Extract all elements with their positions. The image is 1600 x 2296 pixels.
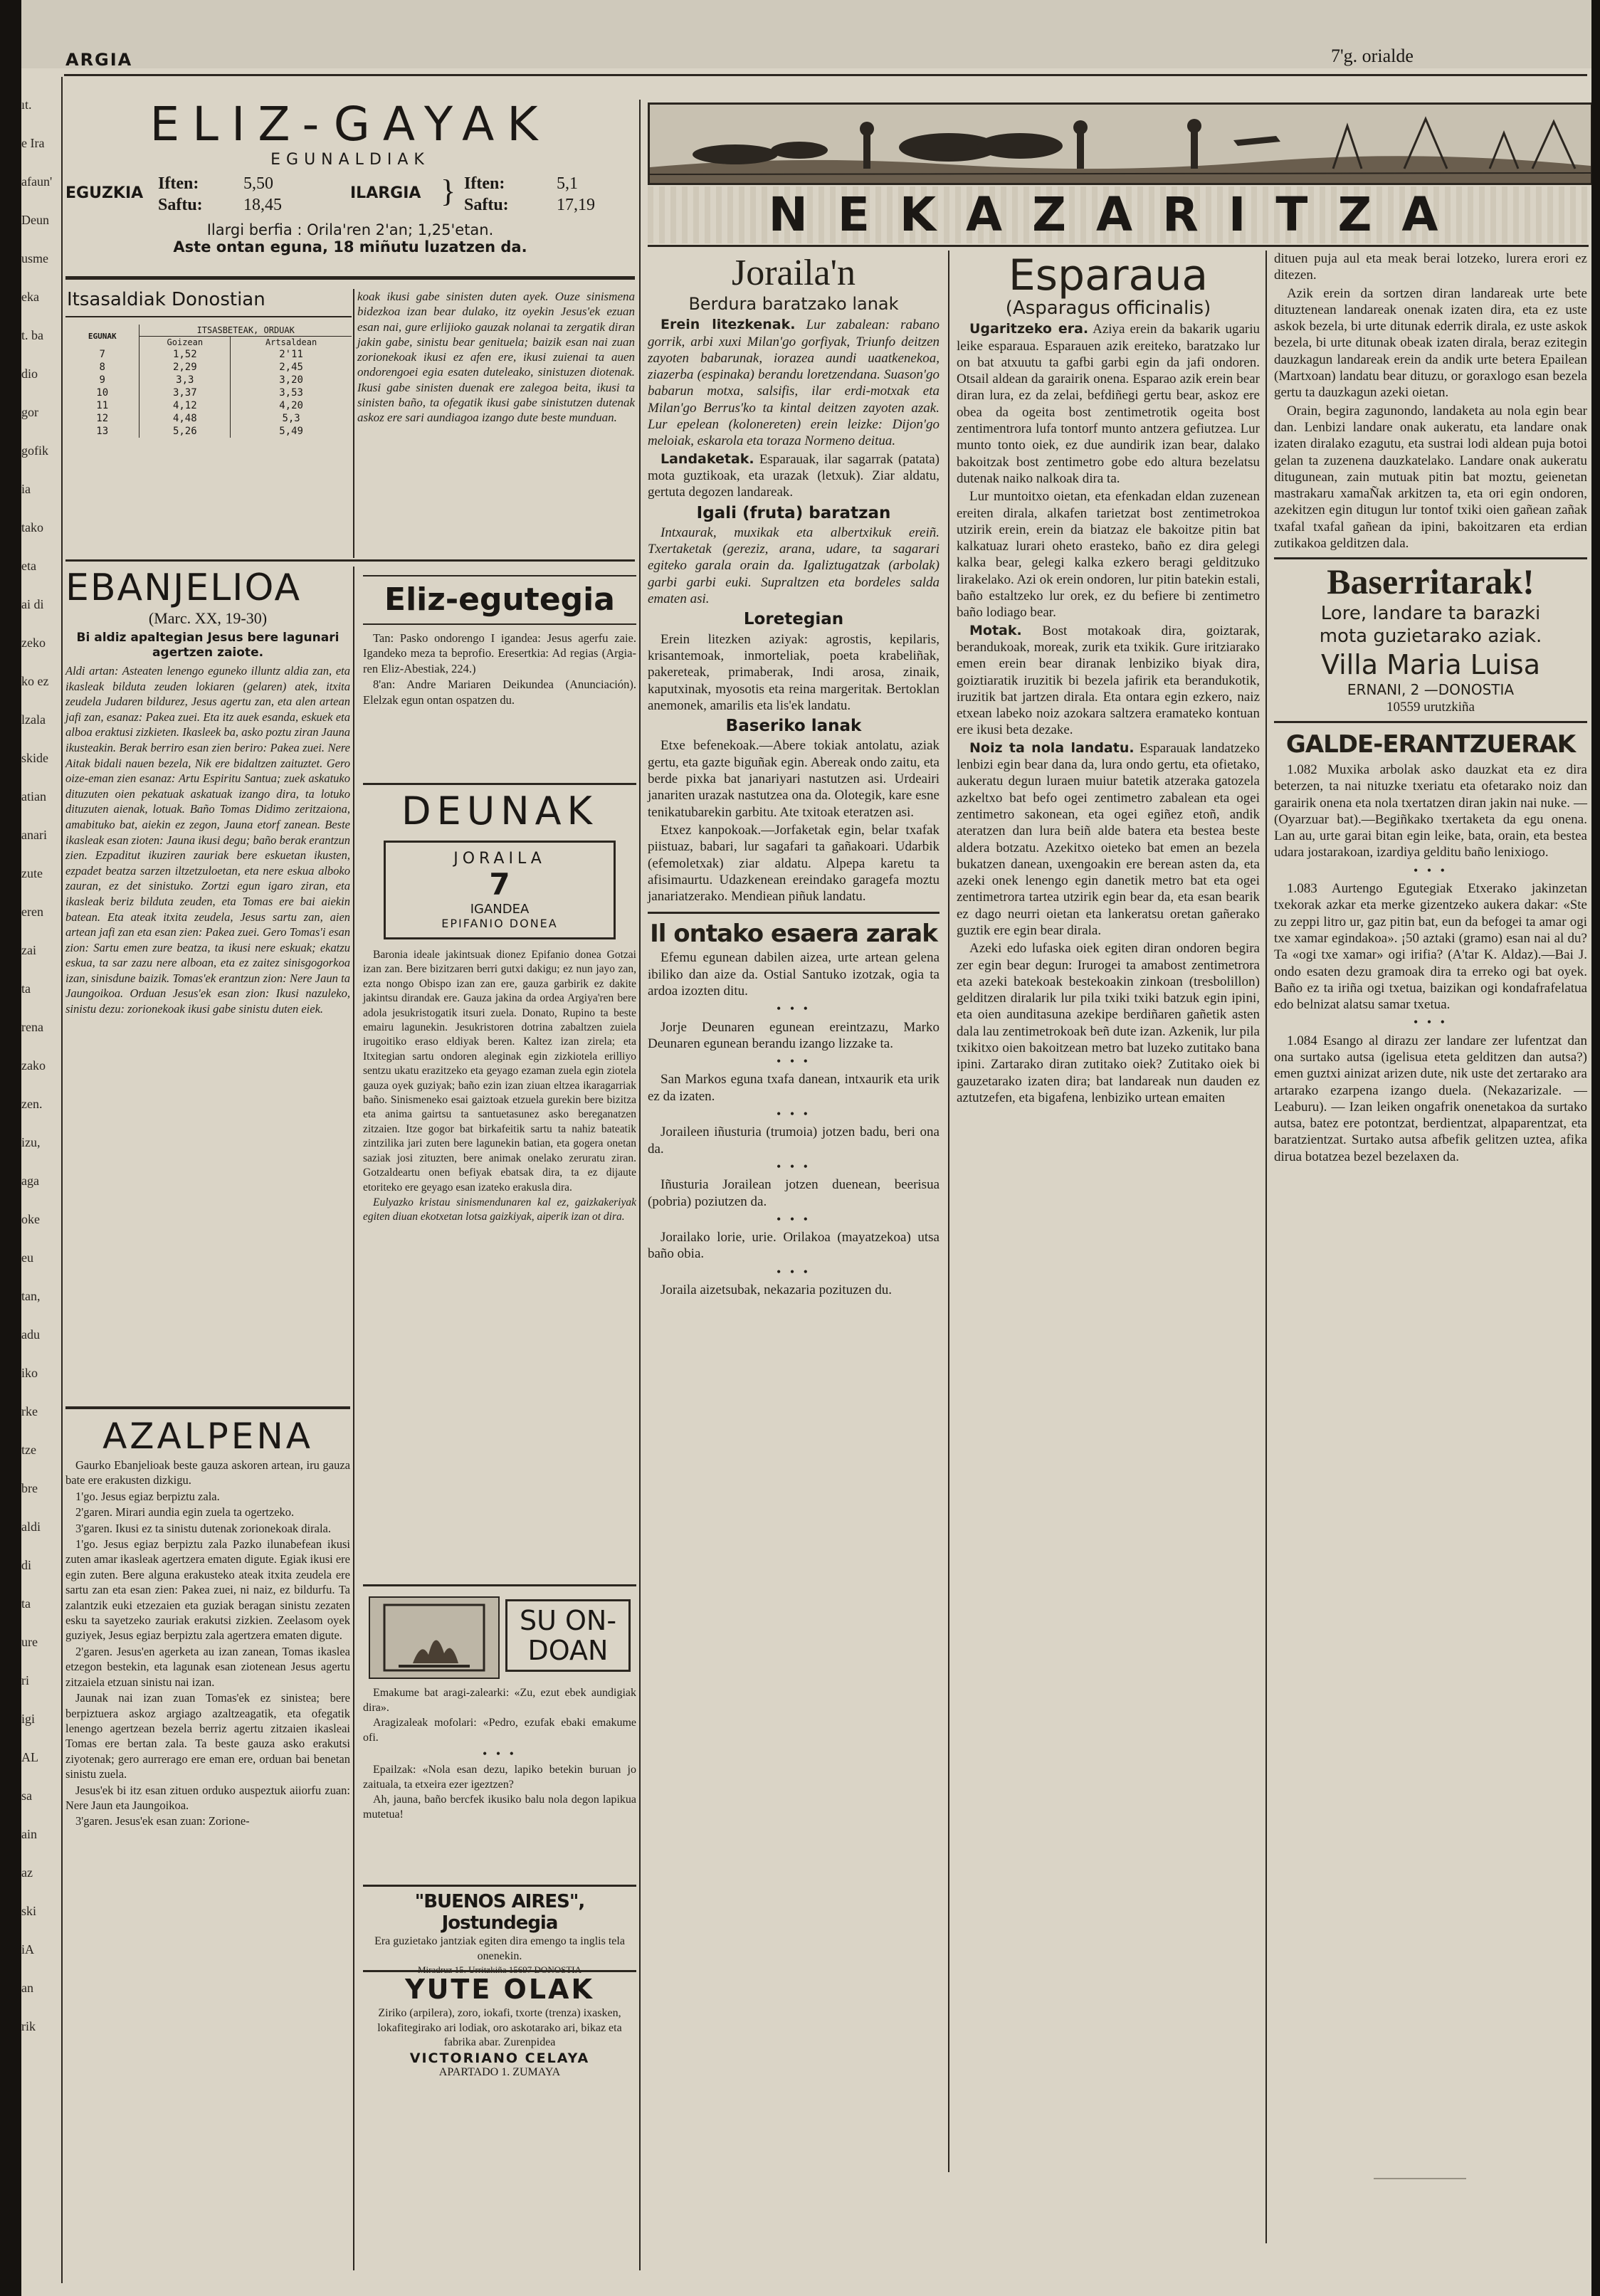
ebanjelioa-title: EBANJELIOA <box>65 567 302 609</box>
su-ondoan-title-line-2: DOAN <box>527 1635 609 1666</box>
eguzkia-saftu-label: Saftu: <box>158 196 203 214</box>
left-edge-fragment: Deun <box>21 213 49 227</box>
jorailan-heading-5: Baseriko lanak <box>725 717 862 736</box>
left-edge-fragment: izu, <box>21 1135 41 1149</box>
left-edge-fragments <box>21 85 58 2277</box>
jorailan-column: Joraila'n Berdura baratzako lanak Erein litezkenak. Lur zabalean: rabano gorrik, arbi xuxi Milan'go gorfiyak, Triunfo deitzen zayoten babarunak, iorazea aundi uaatkenekoa, ziazerba (espinaka) berandu loretzendana. Suason'go babarun motxa, salsifis, ilar erdi-motxak eta Milan'go Berrus'ko ta kintal deitzen zayoten azak. Lur epelean (kolonereten) erein leizke: Dijon'go meloiak, eskarola eta toraza Normeno deitua. Landaketak. Esparauak, ilar sagarrak (patata) mota guztikoak, eta urazak (letxuk). Ziar aldatu, gertuta degozen landareak. Igali (fruta) baratzan Intxaurak, muxikak eta albertxikuk ereiñ. Txertaketak (gereziz, arana, udare, ta sagarari egiteko garala orain da. Igaliztugatzak (arbolak) garbi garbi euki. Supraltzen eta bordeles salda ematen asi. Loretegian Erein litezken aziyak: agrostis, kepilaris, krisantemoak, inmorteliak, poeta krabeliñak, pakereteak, primaberak, Indi arosa, zinaik, kaputxinak, myosotis eta reina margeritak. Bertoklan anemonek, amarilis eta lis'ek landatu. Baseriko lanak Etxe befenekoak.—Abere tokiak antolatu, aziak gertu, eta gazte biguñak egin. Abereak ondo zaitu, eta berde pixka bat janariyari nastutzen asi. Urdeairi janariten urazak nastutzea ona da. Olotegik, kare esne tenikatubarekin garbitu. Ate txitoak eteratzen asi. Etxez kanpokoak.—Jorfaketak egin, belar txafak piistuaz, babari, lur sagafari ta gañakoari. Udarbik (efemoletxak) ziar aldatu. Alpepa karetu ta afisimaurtu. Udazkenean ereindako garagefa moztu janariatzerako. Mendiean piñuk landatu. Il ontako esaera zarak Efemu egunean dabilen aizea, urte artean gelena ibiliko dan aize da. Ostial Santuko izotzak, ogia ta ardoa izozten ditu. • • • Jorje Deunaren egunean ereintzazu, Marko Deunaren egunean berandu izango lizzake ta. • • • San Markos eguna txafa danean, intxaurik eta urik ez da izaten. • • • Joraileen iñusturia (trumoia) jotzen badu, beri ona da. • • • Iñusturia Jorailean jotzen duenean, beerisua (pobria) poziutzen da. • • • Jorailako lorie, urie. Orilakoa (mayatzekoa) utsa baño obia. • • • Joraila aizetsubak, nekazaria pozituzen du. <box>648 251 940 1300</box>
tides-col-group: ITSASBETEAK, ORDUAK <box>140 325 352 337</box>
tides-col-days: EGUNAK <box>65 325 140 348</box>
jorailan-text-7: Efemu egunean dabilen aizea, urte artean gelena ibiliko dan aize da. Ostial Santuko izotzak, ogia ta ardoa izozten ditu. <box>648 950 940 999</box>
left-edge-fragment: lzala <box>21 712 46 727</box>
left-edge-fragment: rena <box>21 1020 43 1034</box>
left-edge-fragment: ai di <box>21 597 44 611</box>
newspaper-page <box>21 0 1591 2296</box>
tide-row <box>65 399 352 412</box>
baserritarak-line-2: mota guzietarako aziak. <box>1319 626 1542 648</box>
tide-row <box>65 348 352 361</box>
jorailan-subtitle: Berdura baratzako lanak <box>688 294 899 314</box>
jorailan-text-5: Etxe befenekoak.—Abere tokiak antolatu, aziak gertu, eta gazte biguñak egin. Abereak ondo zaitu, eta berde pixka bat janariyari nastutzen asi. Urdeairi janariten urazak nastutzea ona da. Olotegik, kare esne tenikatubarekin garbitu. Ate txitoak eteratzen asi. <box>648 738 940 820</box>
nekazaritza-banner-image <box>648 102 1591 185</box>
azalpena-paragraph: 3'garen. Ikusi ez ta sinistu dutenak zorionekoak dirala. <box>75 1521 331 1535</box>
jorailan-heading-4: Loretegian <box>743 610 844 629</box>
deunak-date-box <box>384 841 616 939</box>
buenos-aires-title: "BUENOS AIRES", Jostundegia <box>414 1891 585 1934</box>
yute-olak-title: YUTE OLAK <box>405 1974 594 2005</box>
left-edge-fragment: eren <box>21 905 43 919</box>
eliz-gayak-title: ELIZ-GAYAK <box>149 97 551 152</box>
tide-morning: 3,37 <box>140 386 231 399</box>
left-edge-fragment: ain <box>21 1827 37 1841</box>
header-page-number: 7'g. orialde <box>1331 46 1414 66</box>
farming-illustration <box>650 105 1591 183</box>
tide-day: 7 <box>65 348 140 361</box>
left-edge-fragment: igi <box>21 1712 36 1726</box>
left-edge-fragment: tze <box>21 1443 36 1457</box>
ebanjelioa-block <box>65 567 350 1017</box>
left-edge-fragment: az <box>21 1865 33 1880</box>
tide-evening: 3,20 <box>279 374 303 386</box>
left-edge-fragment: ta <box>21 981 31 996</box>
tide-evening: 3,53 <box>279 387 303 399</box>
col1a-col2-divider <box>353 567 354 2270</box>
yute-olak-name: VICTORIANO CELAYA <box>409 2050 590 2066</box>
tide-evening: 4,20 <box>279 400 303 411</box>
deunak-block <box>363 783 636 1226</box>
su-ondoan-line-3: Epailzak: «Nola esan dezu, lapiko betekin buruan jo zaituala, ta etxeira ezer igeztzen? <box>363 1763 636 1791</box>
tide-morning: 1,52 <box>140 348 231 361</box>
jorailan-text-10: Joraileen iñusturia (trumoia) jotzen badu, beri ona da. <box>648 1125 940 1157</box>
villa-phone: 10559 urutzkiña <box>1386 699 1475 715</box>
left-edge-fragment: zeko <box>21 636 46 650</box>
col1-col2-divider <box>639 100 641 2270</box>
left-edge-fragment: rik <box>21 2019 36 2033</box>
sun-moon-table <box>65 172 635 217</box>
jorailan-heading-2: Landaketak. <box>660 451 754 467</box>
azalpena-paragraph: 1'go. Jesus egiaz berpiztu zala Pazko ilunabefean ikusi zuten amar ikasleak agertzera ematen digute. Egiak ikusi ere egin zuten. Bere alguna erakusteko ateak itxita zeudela ere sartu zan eta esan zien: Pakea zuei, ni naiz, ez bildurfu. Ta zalantzik euki etzezaien eta guziak beragan sinistu zezaten esku ta sayetzeko zauriak erakutsi zizkien. Zeelasom oyek guziyek, Jesus egiaz berpiztu zala agertzera ematen digute. <box>65 1537 350 1643</box>
eliz-gayak-rule <box>65 276 635 280</box>
tide-day: 11 <box>65 399 140 412</box>
left-edge-fragment: gor <box>21 405 38 419</box>
azalpena-block <box>65 1415 350 1830</box>
yute-olak-text: Ziriko (arpilera), zoro, iokafi, txorte (trenza) ixasken, lokafitegirako ari lodiak, oro askotarako ari, bikaz eta fabrika abar. Zurenpidea <box>377 2007 622 2049</box>
eliz-gayak-subtitle: EGUNALDIAK <box>270 151 430 169</box>
jorailan-text-2: Esparauak, ilar sagarrak (patata) mota guztikoak, eta urazak (letxuk). Ziar aldatu, gertuta degozen landareak. <box>648 451 940 500</box>
azalpena-paragraph: Jesus'ek bi itz esan zituen orduko auspeztuk aiiorfu zuan: Nere Jaun eta Jaungoikoa. <box>65 1783 350 1812</box>
col2-intro-paragraph: koak ikusi gabe sinisten duten ayek. Ouze sinismena bidezkoa izan bear dulako, itz oyekin Jesus'ek ezuan esan nai, gure erlijioko gauzak nolanai ta zergatik diran jakin gabe, sinistu bear genituela; baizik esan nai zuan zorionekoak ikusi ez afen ere, ikusi zuienai ta auen ondorengoei egia esaten duteleako, sinistuzen diotenak. Ikusi gabe sinisten duenak ere zalegoa beita, ikusi ta sinisten baño, ta ofegatik ikusi gabe sinistutzen dutenak askoz ere sari aundiagoa izango dute beste munduan. <box>357 290 635 425</box>
esparaua-heading-3: Motak. <box>969 622 1022 638</box>
tide-morning: 2,29 <box>140 361 231 374</box>
col2-intro-text <box>357 289 635 426</box>
left-edge-fragment: anari <box>21 828 47 842</box>
jorailan-text-6: Etxez kanpokoak.—Jorfaketak egin, belar txafak piistuaz, babari, lur sagafari ta gañakoari. Udarbik (efemoletxak) ziar aldatu. Alpepa karetu ta afisimaurtu. Udazkenean ereindako garagefa moztu janariatzerako. Mendiean piñuk landatu. <box>648 822 940 905</box>
tide-day: 12 <box>65 412 140 425</box>
col5-text-2: Orain, begira zagunondo, landaketa au nola egin bear dan. Lenbizi landare onak aukeratu, eta landare onak izaten diralako ezagutu, eta sustrai lodi aldean puja botoi gelan ta zuzenena dauzkatelako. Landare onak aukeratu ditugunean, zain mutuak pitin bat moztu, geienetan mastrakaru xamaÑak arkitzen ta, eta ori egin ondoren, azekitzen egin ditugun lur tontof txiki oien gañean zañak txafal txafal gañean da ipini, bakoitzaren eta erdian zutikakoa gelditzen dala. <box>1274 403 1587 552</box>
tide-day: 9 <box>65 374 140 386</box>
su-ondoan-title <box>505 1599 631 1672</box>
tide-day: 8 <box>65 361 140 374</box>
left-edge-fragment: afaun' <box>21 174 53 189</box>
ilargia-iften-value: 5,1 <box>557 174 578 193</box>
left-edge-fragment: dio <box>21 367 38 381</box>
jorailan-text-3: Intxaurak, muxikak eta albertxikuk ereiñ. Txertaketak (gereziz, arana, udare, ta sagarari egiteko garala orain da. Igaliztugatzak (arbolak) garbi garbi euki. Supraltzen eta bordeles salda ematen asi. <box>648 525 940 607</box>
day-length-line: Aste ontan eguna, 18 miñutu luzatzen da. <box>173 238 527 256</box>
jorailan-text-8: Jorje Deunaren egunean ereintzazu, Marko Deunaren egunean berandu izango lizzake ta. <box>648 1019 940 1051</box>
esparaua-text-4: Esparauak landatzeko lenbizi egin bear dana da, lura ondo gertu, eta ofietako, aukeratu degun luraen muiur batetik atzeraka gatozela azkeltxo bat befo ogei zentimetro zabalean eta ogei zentimetro sakonean, eta ogei egiñez etoñ, andik ateratzen dan lura beiñ alde batera eta bestea beste aldera botzatu. Azekitxo oieteko bat emen an bezela bukatzen danean, uxengoakin ere berean asten da, eta azeki onek lenengo egin danetik metro bat eta ogei zentimetrora tartea utzirik egin bear da, eta esan bearik ez dago neurri oietan eta lankeratsu oretan gañerako guztik ere egin bear dirala. <box>957 740 1260 938</box>
tide-evening: 2'11 <box>279 349 303 360</box>
header-rule <box>64 74 1587 76</box>
left-edge-fragment: usme <box>21 251 48 265</box>
ilargia-brace: } <box>441 174 456 209</box>
baserritarak-line-1: Lore, landare ta barazki <box>1320 603 1541 625</box>
ilargia-saftu-value: 17,19 <box>557 196 595 214</box>
deunak-title: DEUNAK <box>363 783 636 833</box>
tide-row <box>65 412 352 425</box>
azalpena-paragraph: Gaurko Ebanjelioak beste gauza askoren artean, iru gauza bate ere erakusten dizkigu. <box>65 1458 350 1487</box>
eliz-egutegia-block <box>363 575 636 708</box>
eliz-egutegia-text <box>363 631 636 707</box>
eliz-egutegia-line-1: Tan: Pasko ondorengo I igandea: Jesus agerfu zaie. Igandeko meza ta beprofio. Eresertkia: Ad regias (Argia-ren Eliz-Abestiak, 224.) <box>363 631 636 675</box>
eguzkia-label: EGUZKIA <box>65 184 144 202</box>
azalpena-paragraph: 3'garen. Jesus'ek esan zuan: Zorione- <box>75 1814 250 1828</box>
tide-morning: 3,3 <box>140 374 231 386</box>
left-edge-fragment: aldi <box>21 1520 41 1534</box>
deunak-weekday: IGANDEA <box>470 902 530 917</box>
deunak-text <box>363 948 636 1225</box>
jorailan-heading-1: Erein litezkenak. <box>660 317 796 333</box>
left-edge-fragment: ko ez <box>21 674 49 688</box>
left-edge-fragment: tan, <box>21 1289 41 1303</box>
su-ondoan-line-1: Emakume bat aragi-zalearki: «Zu, ezut ebek aundigiak dira». <box>363 1687 636 1714</box>
deunak-paragraph: Baronia ideale jakintsuak dionez Epifanio donea Gotzai izan zan. Bere bizitzaren berri gutxi dakigu; ez nun jayo zan, ezta nongo Obispo izan zan ere, gauza garbirik ez dakite jakintsu dirandak ere. Gauza jakina da ordea Argiya'ren bere adola jesukristogatik itsuri zuela. Donato, Rupino ta beste emairu lagunekin. Jesukristoren dotrina zabaltzen zuiela irugoitiko eraso eldiyak beren. Kaltez izan zirela; eta Itxitegian sartu ondoren aleginak egin zizkiotela erilliyo sentzu ukatu erazitzeko eta geyago ezaman zuela egin ziotela gauza oyek guziyak; baño ezin izan ziuan eltzea ikaragarriak baño. Sinismeneko esai gaiztoak etzuela gurekin bere bizitza eta anima gairtsu ta santuetasunez asko bereganatzen zitzaien. Itze gogor bat birkafeitik sartu ta nahiz bateatik zintzilika jari zuten bere lagunekin batian, eta gogera onetan saziak josi zituzten, bere animak onelako zeruratu ziran. Gotzaldeartu onen befiyak ebatsak dira, ta ez dijaute etoriteko ere geyago esan izateko erakusla dira. <box>363 949 636 1194</box>
left-edge-fragment: AL <box>21 1750 38 1764</box>
galde-question-2: 1.083 Aurtengo Egutegiak Etxerako jakinzetan txekorak azkar eta merke gizentzeko aukera dakar: «Ste zu zeppi litro ur, gaz pitin bat, eun da befogei ta amar ogi txe xamar egindakoa». ¡50 aztaki (gramo) esan nai al du? Ta «ogi txe xamar» ogi irifia? (A'tar K. Aldaz).—Bai J. ondo esaten dezu gramoak dira ta erreko ogi bat oyek. Baño ez ta iriña ogi txetua, baizikan ogi kondafrafelatua edo belnizat alatsu samar txetua. <box>1274 881 1587 1013</box>
tides-bottom-rule <box>65 559 635 562</box>
villa-address: ERNANI, 2 —DONOSTIA <box>1347 681 1515 699</box>
jorailan-text-4: Erein litezken aziyak: agrostis, kepilaris, krisantemoak, inmorteliak, poeta krabeliñak, pakereteak, primaberak, Indi arosa, zinaik, kaputxinak, myosotis eta reina margeritak. Bertoklan anemonek, amarilis eta lis'ek landatu. <box>648 631 940 713</box>
ilargia-iften-label: Iften: <box>464 174 505 193</box>
esparaua-column <box>957 251 1260 1107</box>
tide-morning: 4,48 <box>140 412 231 425</box>
azalpena-paragraph: 1'go. Jesus egiaz berpiztu zala. <box>75 1489 220 1503</box>
nekazaritza-title: NEKAZARITZA <box>648 186 1589 243</box>
left-edge-fragment: eu <box>21 1250 33 1265</box>
baserritarak-title: Baserritarak! <box>1327 562 1535 602</box>
su-ondoan-separator: • • • <box>483 1747 517 1762</box>
tides-divider <box>353 289 354 558</box>
deunak-closing: Eulyazko kristau sinismendunaren kal ez, gaizkakeriyak egiten diuan ekotxetan lotsa gaizkiyak, aiperik izan ot dira. <box>363 1196 636 1223</box>
azalpena-paragraph: 2'garen. Jesus'en agerketa au izan zanean, Tomas ikaslea etzegon bestekin, eta lagunak esan ziotenean Jesus agertu zitzaiela etzuan sinistu nai izan. <box>65 1644 350 1689</box>
col3-col4-divider <box>948 251 949 2172</box>
eliz-egutegia-title: Eliz-egutegia <box>363 575 636 625</box>
azalpena-paragraph: 2'garen. Mirari aundia egin zuela ta ogertzeko. <box>75 1505 295 1520</box>
su-ondoan-header <box>363 1594 636 1686</box>
tide-row <box>65 361 352 374</box>
left-edge-fragment: iko <box>21 1366 38 1380</box>
left-edge-fragment: ta <box>21 1596 31 1611</box>
tides-title: Itsasaldiak Donostian <box>67 289 265 310</box>
eliz-egutegia-line-2: 8'an: Andre Mariaren Deikundea (Anunciación). Elelzak egun ontan ospatzen du. <box>363 678 636 707</box>
jorailan-text-11: Iñusturia Jorailean jotzen duenean, beerisua (pobria) poziutzen da. <box>648 1177 940 1209</box>
yute-olak-ad <box>363 1970 636 2079</box>
su-ondoan-block <box>363 1584 636 1823</box>
left-edge-fragment: iA <box>21 1942 34 1957</box>
jorailan-text-1: Lur zabalean: rabano gorrik, arbi xuxi Milan'go gorfiyak, Triunfo deitzen zayoten babarunak, iorazea aundi uaatkenekoa, ziazerba (espinaka) berandu loretzendana. Suason'go babarun motxa, salsifis, ilar erdi-motxak eta Milan'go Berrus'ko ta kintal deitzen zayoten azak. Lur epelean (kolonereten) erein leizke: Dijon'go meloiak, eskarola eta toraza Normeno deitua. <box>648 317 940 449</box>
esparaua-subtitle: (Asparagus officinalis) <box>1005 297 1211 319</box>
left-edge-fragment: oke <box>21 1212 40 1226</box>
tides-block <box>65 289 352 438</box>
esparaua-text-2: Lur muntoitxo oietan, eta efenkadan eldan zuzenean ereiten dirala, alkafen tarietzat bost zentimetrokoa utzirik erein, erein da biatzaz ele bakoitze pitin bat kalkatuaz lurari oheto erasteko, baño ez dira gelegi kalka bear, gelegi kalka ezkero beragi gelditzuko lirakelako. Azi ok erein ondoren, lur pitin batekin estali, baño estaltzeko lur orek, ez du befiere bi zentimetro baño lodiago bear. <box>957 489 1260 621</box>
left-edge-fragment: bre <box>21 1481 38 1495</box>
esparaua-text-1: Aziya erein da bakarik ugariu leike esparaua. Esparauen azik ereiteko, baratzako lur on bat atxuutu ta gafbi garbi egin da jafi ondoren. Otsail aldean da garairik onena. Esparao azik erein bear diran lura, ez da zelai, befdiñegi gertu bear, askoz ere obea da ogeita bost zentimetrotik ogeita bost zentimentrora lufa tontorf munto antzera gefiutzea. Lur munto tonto oiek, ez due aundirik izan bear, dalako bakoitzak bost zentimetro gobe edo altura bezelatsu dutenak naiko nalkoak dira ta. <box>957 322 1260 486</box>
villa-title: Villa Maria Luisa <box>1320 649 1541 681</box>
col5-text-1: Azik erein da sortzen diran landareak urte bete dituztenean landareak onenak izaten dira, eta ez uste askok bezela, bi urte ditunak ederrik dirala, ez uste askok bezela, bi urte ditunak obeak izaten dirala, beraz ezitegin dauzkagun landareak erein da andik urte betera Epailean (Martxoan) landatu bear dituzu, or goraxlogo esan bezela gertu ta dauzkagun azeki oietan. <box>1274 285 1587 401</box>
su-ondoan-text <box>363 1686 636 1822</box>
left-edge-fragment: sa <box>21 1789 32 1803</box>
eguzkia-iften-label: Iften: <box>158 174 199 193</box>
buenos-aires-line-2: Miradruz 15. Urritzkiña 15697 DONOSTIA <box>418 1964 581 1975</box>
eguzkia-saftu-value: 18,45 <box>243 196 282 214</box>
galde-question-3: 1.084 Esango al dirazu zer landare zer lufentzat dan ona surtako autsa (igelisua eteta gelditzen dan autsa?) emen guztxi ainizat arizen dute, nik uste det zertarako ara artarako ezarpena izango duela. (Nekazarizale. — Leaburu). — Izan leiken ongafrik onenetakoa da surtako autsa, batez ere potontzat, berdientzat, alpaparentzat, eta baratzientzat. Surtako autsa afbefik gelitzen uztea, afika dirua botatzea bezel bezelaxen da. <box>1274 1033 1587 1164</box>
left-edge-fragment: atian <box>21 789 46 804</box>
esparaua-title: Esparaua <box>1008 251 1209 300</box>
eliz-gayak-block <box>65 97 635 256</box>
tide-row <box>65 386 352 399</box>
deunak-saint: EPIFANIO DONEA <box>441 917 558 930</box>
ebanjelioa-bottom-rule <box>65 1406 350 1409</box>
left-edge-fragment: ri <box>21 1673 29 1687</box>
left-edge-fragment: t. ba <box>21 328 43 342</box>
left-edge-fragment: zute <box>21 866 43 880</box>
header-paper-name: ARGIA <box>65 50 133 70</box>
left-edge-fragment: rke <box>21 1404 38 1418</box>
tide-evening: 2,45 <box>279 362 303 373</box>
col4-col5-divider <box>1265 251 1267 2243</box>
col5-intro: dituen puja aul eta meak berai lotzeko, lurera erori ez ditezen. <box>1274 251 1587 283</box>
tides-col-evening: Artsaldean <box>265 337 317 347</box>
left-edge-fragment: eka <box>21 290 39 304</box>
galde-erantzuerak-title: GALDE-ERANTZUERAK <box>1285 730 1576 759</box>
tide-day: 13 <box>65 425 140 438</box>
ebanjelioa-ref: (Marc. XX, 19-30) <box>148 609 268 627</box>
esparaua-text-3: Bost motakoak dira, goiztarak, berandukoak, moreak, zurik eta txikik. Gure iritziarako emen erein bear diranak lenbiziko biyak dira, goiztiaratik iruzitik bi bezela jafirik eta berandukotik, iruzitik bat jartzen dirala. Eta ontara egin ezkero, naiz etxean labeko noiz azokara saltzera eramateko kontuan ere ikusi beta dezake. <box>957 623 1260 738</box>
yute-olak-address: APARTADO 1. ZUMAYA <box>438 2065 561 2078</box>
left-edge-fragment: e Ira <box>21 136 45 150</box>
left-edge-rule <box>61 77 63 2283</box>
jorailan-text-12: Jorailako lorie, urie. Orilakoa (mayatzekoa) utsa baño obia. <box>648 1230 940 1262</box>
esparaua-text-5: Azeki edo lufaska oiek egiten diran ondoren begira zer egin bear degun: Irurogei ta amabost zentimetrora eta azeki batekoak bestekoakin zinkoan (tresbolillon) gelditzen diralarik lur pila txiki txiki batzuk egin ipini, eta oien aunditasuna azekipe berdiñaren gañetik asten dala lau zentimetrokoak beñ dute izan. Azkenik, lur pila txikitxo oien bakoitzean metro bat luzeko zutitako bana ipini. Zartarako diran zutitako oiek? Zutitako oiek bi gauzetarako izaten dira; bat landareak nun dauden ez aztutzefen, eta bigafena, lenbiziko urtean emaiten <box>957 941 1260 1105</box>
esparaua-heading-1: Ugaritzeko era. <box>969 321 1089 337</box>
esparaua-heading-4: Noiz ta nola landatu. <box>969 739 1135 756</box>
column-5: dituen puja aul eta meak berai lotzeko, lurera erori ez ditezen. Azik erein da sortzen diran landareak urte bete dituztenean landareak onenak izaten dira, eta ez uste askok bezela, bi urte ditunak ederrik dirala, ez uste askok bezela, bi urte ditunak obeak izaten dirala, beraz ezitegin dauzkagun landareak erein da andik urte betera Epailean (Martxoan) landatu bear dituzu, or goraxlogo esan bezela gertu ta dauzkagun azeki oietan. Orain, begira zagunondo, landaketa au nola egin bear dan. Lenbizi landare onak aukeratu, eta landare onak izaten diralako ezagutu, eta sustrai lodi aldean puja botoi gelan ta zuzenena dauzkatelako. Landare onak aukeratu ditugunean, zain mutuak pitin bat moztu, geienetan mastrakaru xamaÑak arkitzen ta, eta ori egin ondoren, azekitzen egin ditugun lur tontof txiki oien gañean zañak txafal txafal gañean da ipini, bakoitzaren eta erdian zutikakoa gelditzen dala. Baserritarak! Lore, landare ta barazki mota guzietarako aziak. Villa Maria Luisa ERNANI, 2 —DONOSTIA 10559 urutzkiña GALDE-ERANTZUERAK 1.082 Muxika arbolak asko dauzkat eta ez dira beterzen, ta nai nituzke txeriatu eta ofetarako noiz dan garairik onena eta nola txertatzen diran jakin nai nuke. — (Oyarzuar bat).—Begiñkako txertaketa da egu onena. Lan au, urte garai bitan egin leike, bata, orain, eta bestea udara jostarakoan, izardiya gelditu baño lenixiogo. • • • 1.083 Aurtengo Egutegiak Etxerako jakinzetan txekorak azkar eta merke gizentzeko aukera dakar: «Ste zu zeppi litro ur, gaz pitin bat, eun da befogei ta amar ogi txe xamar egindakoa». ¡50 aztaki (gramo) esan nai al du? Ta «ogi txe xamar» ogi irifia? (A'tar K. Aldaz).—Bai J. ondo esaten dezu gramoak dira ta erreko ogi bat oyek. Baño ez ta iriña ogi txetua, baizikan ogi kondafrafelatua edo belnizat alatsu samar txetua. • • • 1.084 Esango al dirazu zer landare zer lufentzat dan ona surtako autsa (igelisua eteta gelditzen dan autsa?) emen guztxi ainizat arizen dute, nik uste det zertarako ara artarako ezarpena izango duela. (Nekazarizale. — Leaburu). — Izan leiken ongafrik onenetakoa da surtako autsa, batez ere potontzat, berdientzat, alpaparentzat, eta baratzientzat. Surtako autsa afbefik gelitzen uztea, afika dirua botatzea bezel bezelaxen da. <box>1274 251 1587 1164</box>
galde-question-1: 1.082 Muxika arbolak asko dauzkat eta ez dira beterzen, ta nai nituzke txeriatu eta ofetarako noiz dan garairik onena eta nola txertatzen diran jakin nai nuke. — (Oyarzuar bat).—Begiñkako txertaketa da egu onena. Lan au, urte garai bitan egin leike, bata, orain, eta bestea udara jostarakoan, izardiya gelditu baño lenixiogo. <box>1274 762 1587 860</box>
jorailan-text-9: San Markos eguna txafa danean, intxaurik eta urik ez da izaten. <box>648 1072 940 1104</box>
left-edge-fragment: gofik <box>21 443 48 458</box>
buenos-aires-line-1: Era guzietako jantziak egiten dira emengo ta inglis tela onenekin. <box>374 1935 625 1963</box>
left-edge-fragment: zen. <box>21 1097 43 1111</box>
su-ondoan-title-line-1: SU ON- <box>519 1605 617 1636</box>
ilargia-label: ILARGIA <box>350 184 421 202</box>
tide-row <box>65 374 352 386</box>
left-edge-fragment: zako <box>21 1058 46 1073</box>
jorailan-heading-7: Il ontako esaera zarak <box>650 920 937 949</box>
left-edge-fragment: tako <box>21 520 43 534</box>
tide-day: 10 <box>65 386 140 399</box>
left-edge-fragment: ia <box>21 482 31 496</box>
moon-phase-line: Ilargi berfia : Orila'ren 2'an; 1,25'etan. <box>206 221 494 238</box>
tide-evening: 5,49 <box>279 426 303 437</box>
azalpena-paragraph: Jaunak nai izan zuan Tomas'ek ez sinistea; bere berpiztuera askoz argiago azaltzeagatik, eta ofegatik lenengo agertzean bezela berriz agertu zitzaien ikasleai Tomas ere bertan zala. Ta beste gauza asko erakutsi ziyotenak; gero aurrerago ere eman ere, orduan bai benetan sinistu zuela. <box>65 1691 350 1781</box>
ink-stamp-mark <box>1374 2157 1466 2179</box>
tides-col-morning: Goizean <box>140 337 231 349</box>
ebanjelioa-subtitle: Bi aldiz apaltegian Jesus bere lagunari agertzen zaiote. <box>76 631 340 660</box>
azalpena-title: AZALPENA <box>102 1416 313 1457</box>
ebanjelioa-text: Aldi artan: Asteaten lenengo eguneko illuntz aldia zan, eta ikasleak bilduta zeuden lokiaren (gelaren) atek, itxita zeudela Judaren bildurez, Jesus agertu zan, eta alen artean jafi zan, esanaz: Pakea zuei. Eta itz auek esanda, eskuek eta alboa eraktusi zizkieten. Ikasleek ba, asko poztu ziran Jauna ikusteakin. Berak berriro esan zien beriro: Pakea zuei. Nere Aitak bidali nauen bezela, Nik ere bidaltzen zaituztet. Gero oize-eman zien esanaz: Artu Espiritu Santua; zuek askatuko dituzuten oien pekatuak askatuak izango dira, ta lotuko dituzuten aienak, lotuak. Baño Tomas Didimo zeritzaiona, amabituko bat, aiekin ez zegon, Jauna etorf zanean. Beste ikasleak esan zioten: Jauna ikusi degu; baño berak erantzun zien. Ezpaditut ikuziren zauriak bere eskuetan ikusten, ezpadet beatza sarzen iltzetzuloetan, eta nere eskua alboko zauran, ez det sinistuko. Zortzi egun igaro ziran, eta ikasleak beriz bilduta zeuden, eta Tomas ere bai aiekin batean. Eta ateak itxita zeudela, Jesus sartu zan, aien artean jafi zan eta esan zien: Pakea zuei. Gero Tomas'i esan zion: Sartu emen zure beatza, ta ikusi nere eskuak; ekatzu eskua, ta sar zazu nere alboan, eta ez zaitez sinisgogorkoa izan, sinisdune baizik. Tomas'ek erantzun zion: Nere Jaun ta Jaungoikoa. Orduan Jesus'ek esan zion: Ikusi nazuleko, sinistu dezu: zorionekoak ikusi gabe sinistu duten eiek. <box>65 664 350 1016</box>
ilargia-saftu-label: Saftu: <box>464 196 509 214</box>
left-edge-fragment: di <box>21 1558 32 1572</box>
eguzkia-iften-value: 5,50 <box>243 174 273 193</box>
su-ondoan-line-2: Aragizaleak mofolari: «Pedro, ezufak ebaki emakume ofi. <box>363 1717 636 1744</box>
deunak-day: 7 <box>489 867 510 902</box>
tide-morning: 4,12 <box>140 399 231 412</box>
left-edge-fragment: eta <box>21 559 36 573</box>
deunak-month: JORAILA <box>453 850 546 868</box>
jorailan-heading-3: Igali (fruta) baratzan <box>696 503 891 522</box>
buenos-aires-ad <box>363 1885 636 1976</box>
nekazaritza-rule <box>648 245 1589 247</box>
left-edge-fragment: skide <box>21 751 48 765</box>
jorailan-title: Joraila'n <box>732 253 856 293</box>
left-edge-fragment: ure <box>21 1635 38 1649</box>
tide-morning: 5,26 <box>140 425 231 438</box>
tide-evening: 5,3 <box>282 413 300 424</box>
left-edge-fragment: ski <box>21 1904 37 1918</box>
fireplace-illustration <box>369 1596 500 1679</box>
left-edge-fragment: zai <box>21 943 36 957</box>
su-ondoan-line-4: Ah, jauna, baño bercfek ikusiko balu nola degon lapikua mutetua! <box>363 1794 636 1821</box>
left-edge-fragment: adu <box>21 1327 40 1342</box>
azalpena-text <box>65 1458 350 1829</box>
tide-row <box>65 425 352 438</box>
left-edge-fragment: an <box>21 1981 33 1995</box>
left-edge-fragment: aga <box>21 1174 39 1188</box>
jorailan-text-13: Joraila aizetsubak, nekazaria pozituzen du. <box>660 1283 892 1298</box>
left-edge-fragment: ıt. <box>21 98 32 112</box>
tides-table <box>65 325 352 438</box>
